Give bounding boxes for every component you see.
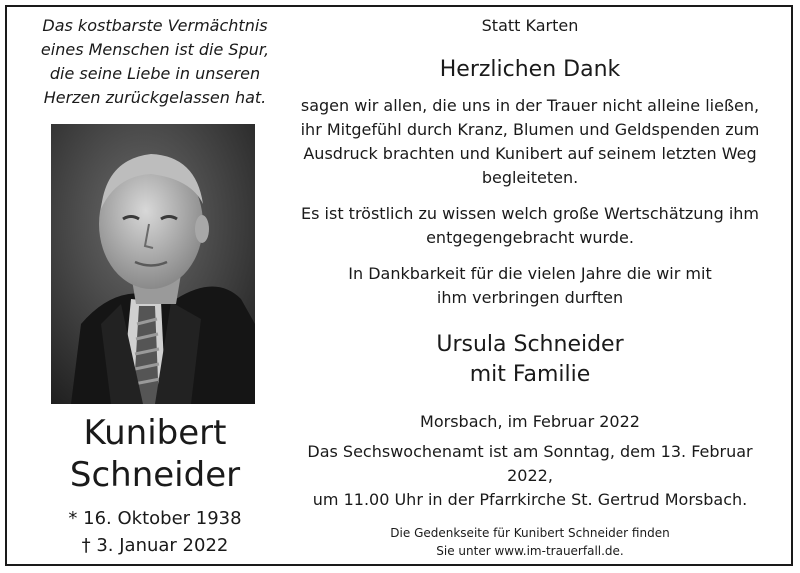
appreciation-paragraph xyxy=(285,202,775,250)
signature-line: Ursula Schneider xyxy=(436,332,624,357)
signature-line: mit Familie xyxy=(469,362,591,387)
text-line: um 11.00 Uhr in der Pfarrkirche St. Gertrud Morsbach. xyxy=(312,490,748,509)
death-date: † 3. Januar 2022 xyxy=(81,535,229,556)
motto-block xyxy=(30,14,280,110)
motto-line: Herzen zurückgelassen hat. xyxy=(43,88,267,107)
text-line: ihr Mitgefühl durch Kranz, Blumen und Geldspenden zum xyxy=(300,120,760,139)
text-line: begleiteten. xyxy=(481,168,579,187)
text-line: Die Gedenkseite für Kunibert Schneider finden xyxy=(390,526,670,540)
gratitude-paragraph xyxy=(285,262,775,310)
motto-line: Das kostbarste Vermächtnis xyxy=(42,16,268,35)
motto-line: die seine Liebe in unseren xyxy=(49,64,261,83)
text-line: Sie unter www.im-trauerfall.de. xyxy=(436,544,624,558)
portrait-photo xyxy=(51,124,255,404)
text-line: Es ist tröstlich zu wissen welch große Wertschätzung ihm xyxy=(301,204,759,223)
motto xyxy=(30,14,280,110)
thanks-text xyxy=(285,14,775,560)
thanks-heading: Herzlichen Dank xyxy=(439,57,621,82)
text-line: Ausdruck brachten und Kunibert auf seinem letzten Weg xyxy=(303,144,757,163)
deceased-name xyxy=(30,412,280,496)
birth-date: * 16. Oktober 1938 xyxy=(68,508,242,529)
motto-line: eines Menschen ist die Spur, xyxy=(40,40,270,59)
text-line: Das Sechswochenamt ist am Sonntag, dem 13. Februar 2022, xyxy=(307,442,753,485)
text-line: In Dankbarkeit für die vielen Jahre die wir mit xyxy=(348,264,712,283)
service-info xyxy=(285,440,775,512)
text-line: ihm verbringen durften xyxy=(436,288,624,307)
statt-karten: Statt Karten xyxy=(481,16,579,35)
family-signature xyxy=(285,330,775,390)
text-line: sagen wir allen, die uns in der Trauer nicht alleine ließen, xyxy=(300,96,760,115)
text-line: entgegengebracht wurde. xyxy=(426,228,634,247)
last-name: Schneider xyxy=(69,455,241,495)
place-date: Morsbach, im Februar 2022 xyxy=(420,412,640,431)
thanks-paragraph xyxy=(285,94,775,190)
memorial-info xyxy=(285,524,775,560)
first-name: Kunibert xyxy=(83,413,227,453)
life-dates xyxy=(30,505,280,559)
